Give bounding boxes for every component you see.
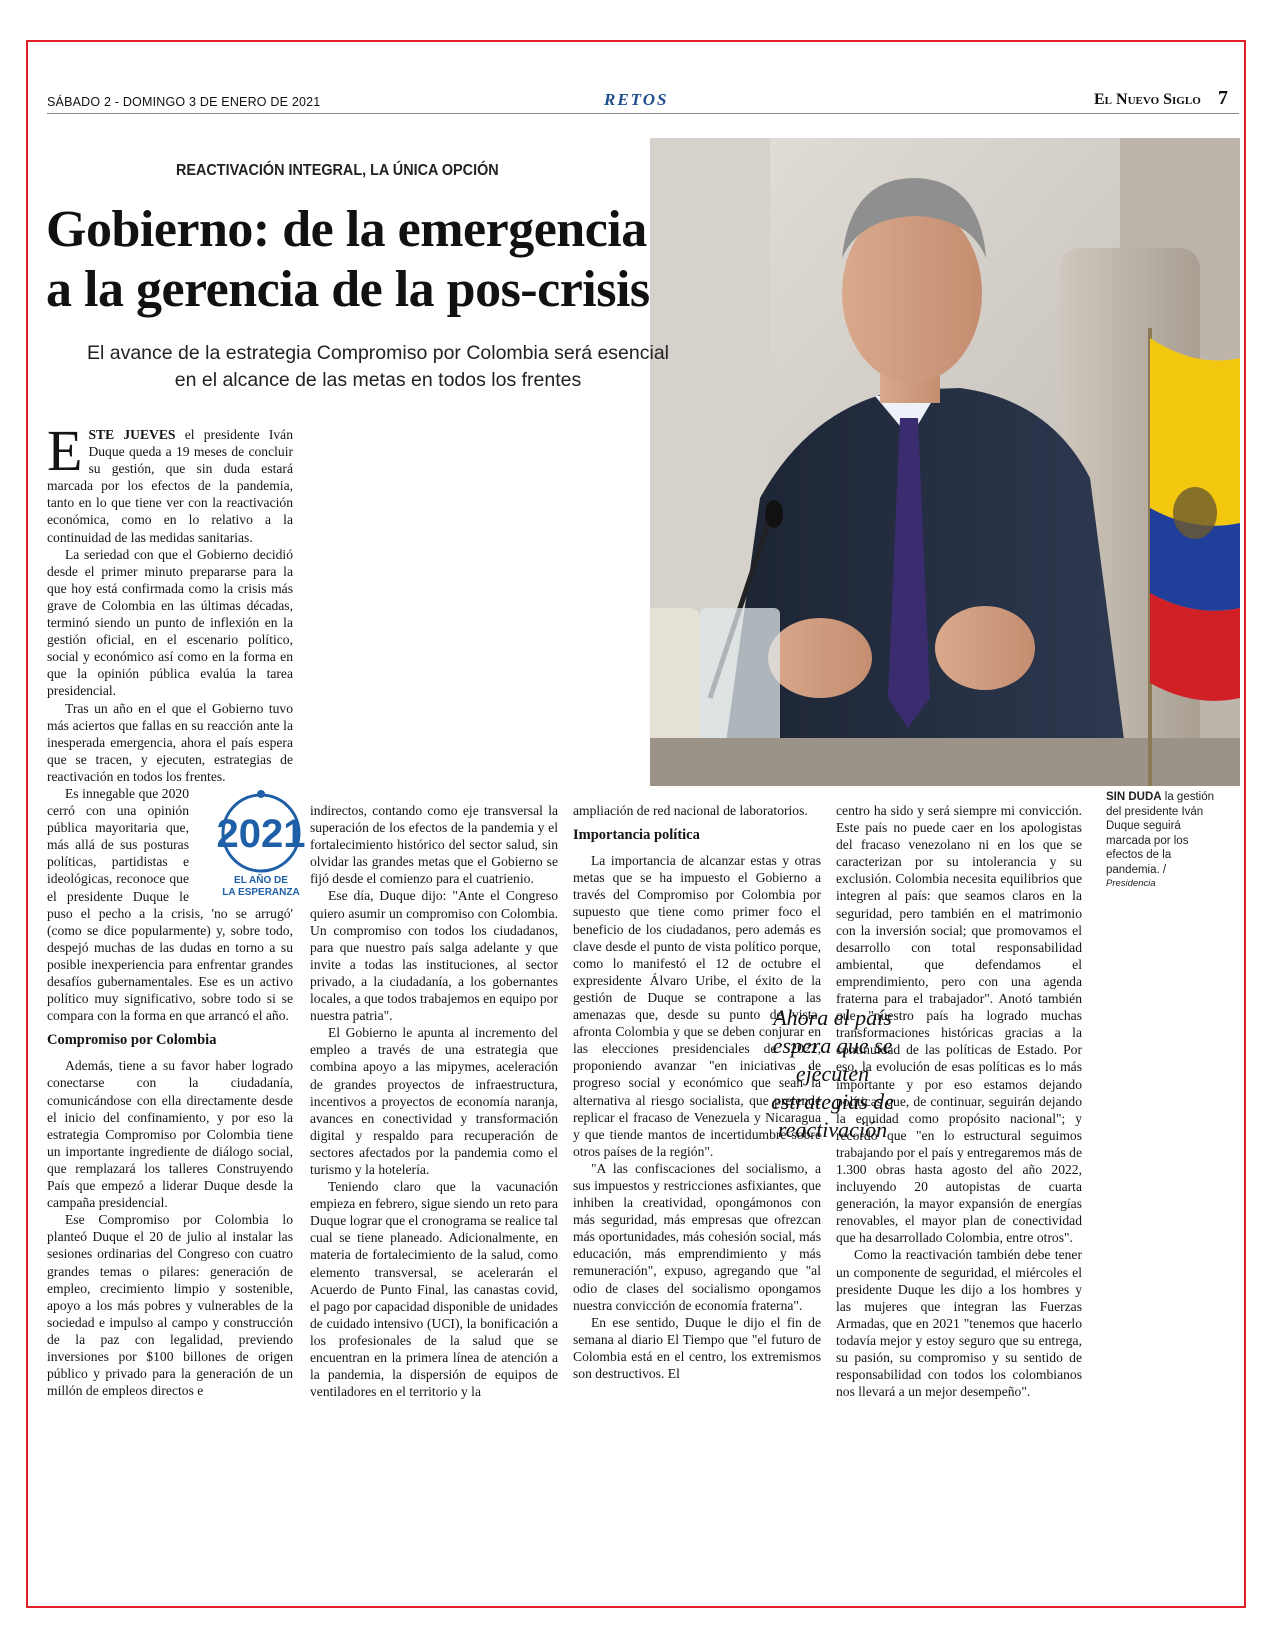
caption-text: la gestión del presidente Iván Duque seguirá marcada por los efectos de la pandemia. /: [1106, 791, 1215, 876]
issue-date: SÁBADO 2 - DOMINGO 3 DE ENERO DE 2021: [47, 95, 321, 109]
article-headline: [46, 200, 726, 320]
photo-caption: [1106, 790, 1224, 892]
year-logo-graphic: [213, 787, 309, 899]
paragraph: La importancia de alcanzar estas y otras metas que se ha impuesto el Gobierno a través del Compromiso por Colombia por supuesto que tiene como primer foco el beneficio de los ciudadanos, pero además es clave desde el punto de vista político porque, como lo manifestó el 12 de octubre el expresidente Álvaro Uribe, el éxito de la gestión de Duque se contrapone a las amenazas que, desde su punto de vista, afronta Colombia y que se deben conjurar en las elecciones presidenciales de 2022, proponiendo avanzar "en iniciativas de progreso social y económico que sean la alternativa al riesgo socialista, que pretende replicar el fracaso de Venezuela y Nicaragua y que tiende mantos de incertidumbre sobre otros países de la región".: [573, 853, 821, 1159]
logo-tagline-2: LA ESPERANZA: [222, 886, 300, 898]
paragraph: indirectos, contando como eje transversal la superación de los efectos de la pandemia y el fortalecimiento histórico del sector salud, sin olvidar las grandes metas que el Gobierno se fijó desde el comienzo para el cuatrienio.: [310, 803, 558, 887]
lead-bold: STE JUEVES: [88, 427, 176, 442]
drop-cap: E: [47, 418, 83, 483]
paragraph: Ese Compromiso por Colombia lo planteó Duque el 20 de julio al instalar las sesiones ordinarias del Congreso con cuatro grandes temas o pilares: generación de empleo, crecimiento limpio y sostenible, apoyo a los más pobres y vulnerables de la sociedad e impulso al campo y construcción de la paz con legalidad, previendo inversiones por $100 billones de origen público y privado para la generación de un millón de empleos directos e: [47, 1212, 293, 1399]
paragraph: Además, tiene a su favor haber logrado conectarse con la ciudadanía, comunicándose con ella directamente desde el inicio del confinamiento, y por eso la estrategia Compromiso por Colombia tiene un importante ingrediente de diálogo social, que remplazará los talleres Construyendo País que empezó a liderar Duque desde la campaña presidencial.: [47, 1058, 293, 1211]
paragraph: centro ha sido y será siempre mi convicción. Este país no puede caer en los apologistas del fracaso venezolano ni en los que se caracterizan por su intolerancia y su exclusión. Colombia necesita equilibrios que integren al país: que seamos claros en la seguridad, pero también en el matrimonio con la inversión social; que promovamos el desarrollo con total responsabilidad ambiental, que defendamos el emprendimiento, pero con una agenda fraterna para el trabajador". Anotó también que "nuestro país ha logrado muchas transformaciones históricas gracias a la continuidad de las políticas de Estado. Por eso, la evolución de esas políticas es lo más importante y por eso estamos dejando políticas que, de continuar, seguirán dejando la equidad como propósito nacional"; y recordó que "en lo estructural seguimos trabajando por el país y entregaremos más de 1.300 obras hasta agosto del año 2022, incluyendo 20 autopistas de cuarta generación, la mayor expansión de energías renovables, el mayor plan de conectividad que ha desarrollado Colombia, entre otros".: [836, 803, 1082, 1246]
deck-line-1: El avance de la estrategia Compromiso por Colombia será esencial: [86, 342, 670, 364]
logo-tagline-1: EL AÑO DE: [234, 874, 288, 886]
subheading: Importancia política: [573, 827, 700, 844]
subheading: Compromiso por Colombia: [47, 1032, 217, 1049]
section-name: RETOS: [604, 90, 669, 109]
paragraph: En ese sentido, Duque le dijo el fin de semana al diario El Tiempo que "el futuro de Colombia está en el centro, los extremismos son destructivos. El: [573, 1314, 821, 1381]
paragraph: La seriedad con que el Gobierno decidió desde el primer minuto prepararse para la que hoy está confirmada como la crisis más grave de Colombia en las últimas décadas, terminó siendo un punto de inflexión en la gestión oficial, en el escenario político, social y económico así como en la forma en que la opinión pública evalúa la tarea presidencial.: [47, 546, 293, 699]
paragraph-with-logo: [47, 785, 306, 1024]
pull-quote: Ahora el país espera que se ejecuten estrategias de reactivación: [771, 1005, 894, 1142]
photo-illustration: [650, 138, 1240, 786]
photo-credit: Presidencia: [1106, 878, 1156, 889]
paragraph: Tras un año en el que el Gobierno tuvo más aciertos que fallas en su reacción ante la inesperada emergencia, ahora el país espera que se tracen, y ejecuten, estrategias de reactivación en todos los frentes.: [47, 700, 293, 784]
paragraph: El Gobierno le apunta al incremento del empleo a través de una estrategia que combina apoyo a las mipymes, aceleración de grandes proyectos de infraestructura, incentivos a proyectos de economía naranja, avances en conectividad y transformación digital y respaldo para recuperación de sectores afectados por la pandemia como el turismo y la hotelería.: [310, 1025, 558, 1177]
article-deck: [48, 340, 708, 394]
newspaper-name: El Nuevo Siglo: [1094, 91, 1201, 108]
article-kicker: REACTIVACIÓN INTEGRAL, LA ÚNICA OPCIÓN: [176, 162, 499, 179]
header-rule: [47, 113, 1239, 114]
paragraph: Ese día, Duque dijo: "Ante el Congreso quiero asumir un compromiso con Colombia. Un compromiso con todos los ciudadanos, para que nuestro país salga adelante y que invite a todas las instituciones, al sector privado, a la ciudadanía, a los gobernantes locales, a que todos trabajemos en equipo por nuestra patria".: [310, 888, 558, 1024]
headline-line-1: Gobierno: de la emergencia: [46, 201, 647, 258]
column-2: [310, 802, 558, 1400]
lead-paragraph: [47, 418, 293, 546]
page-number: 7: [1218, 87, 1228, 109]
lead-text: el presidente Iván Duque queda a 19 meses de concluir su gestión, que sin duda estará marcada por los efectos de la pandemia, tanto en lo que tiene ver con la reactivación económica, como en lo relativo a la continuidad de las medidas sanitarias.: [47, 427, 293, 545]
year-logo: [195, 787, 306, 899]
paragraph: ampliación de red nacional de laboratorios.: [573, 803, 808, 818]
paragraph-text: Es innegable que 2020 cerró con una opinión pública mayoritaria que, más allá de sus posturas políticas, partidistas e ideológicas, reconoce que el presidente Duque le puso el pecho a la crisis, 'no se arrugó' (como se dice popularmente) y, sobre todo, despejó muchas de las dudas en torno a su posible inexperiencia para enfrentar grandes desafíos gubernamentales. Ese es un activo político muy significativo, sobre todo si se compara con la forma en que arrancó el año.: [47, 785, 293, 1024]
caption-lead: SIN DUDA: [1106, 791, 1162, 803]
logo-year: 2021: [216, 811, 306, 856]
deck-line-2: en el alcance de las metas en todos los frentes: [174, 369, 582, 391]
article-photo: [650, 138, 1240, 786]
headline-line-2: a la gerencia de la pos-crisis: [46, 261, 650, 318]
paragraph: Teniendo claro que la vacunación empieza en febrero, sigue siendo un reto para Duque lograr que el cronograma se realice tal cual se tiene planeado. Adicionalmente, en materia de fortalecimiento de la salud, como elemento transversal, se acelerarán el Acuerdo de Punto Final, las canastas covid, el pago por capacidad disponible de unidades de cuidado intensivo (UCI), la bonificación a los profesionales de la salud que se encuentran en la primera línea de atención a la pandemia, la dispersión de equipos de ventiladores en el territorio y la: [310, 1179, 558, 1400]
column-1: [47, 418, 306, 1399]
paragraph: "A las confiscaciones del socialismo, a sus impuestos y restricciones asfixiantes, que inhiben la creatividad, opongámonos con más seguridad, más empresas que ofrezcan más oportunidades, más cohesión social, más educación, más emprendimiento y más remuneración", expuso, agregando que "al odio de clases del socialismo opongamos nuestra convicción de economía fraterna".: [573, 1160, 821, 1313]
paragraph: Como la reactivación también debe tener un componente de seguridad, el miércoles el presidente Duque les dijo a los hombres y las mujeres que integran las Fuerzas Armadas, que en 2021 "tenemos que hacerlo todavía mejor y estoy seguro que su entrega, su pasión, su compromiso y su sentido de responsabilidad con todos los colombianos nos llevará a un mejor desempeño".: [836, 1247, 1082, 1400]
